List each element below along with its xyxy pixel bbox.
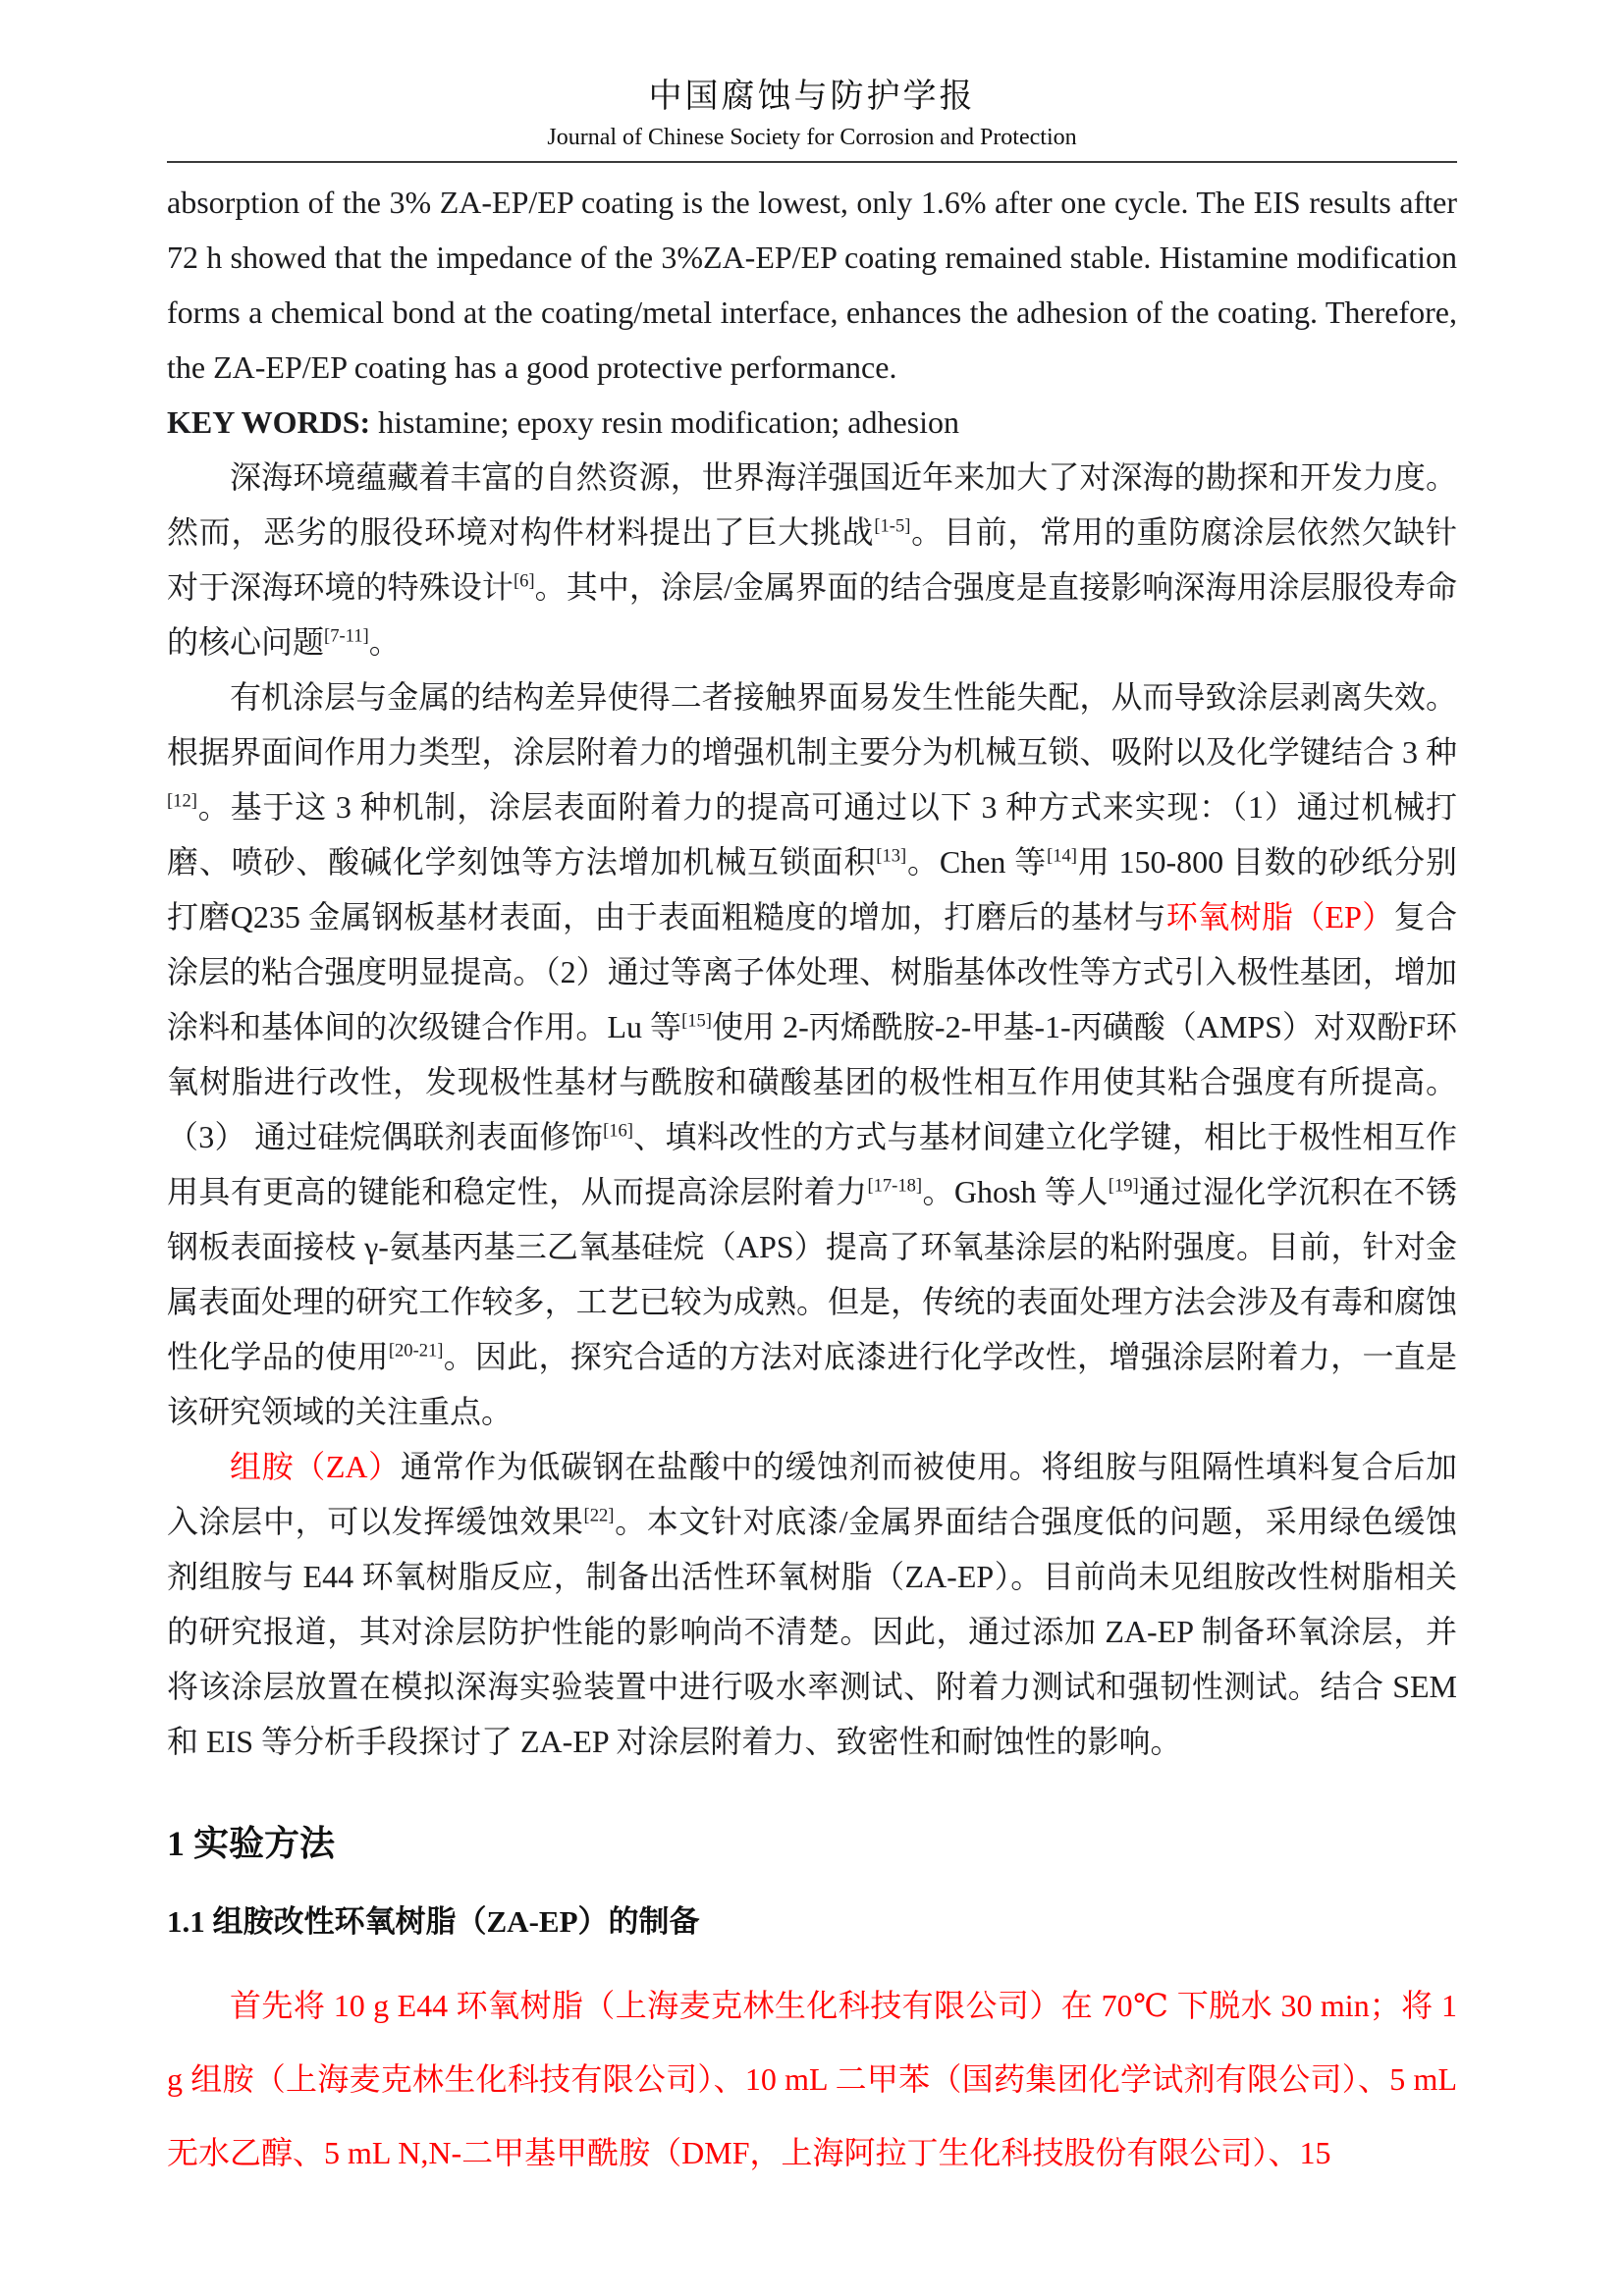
- journal-header: [167, 69, 1457, 163]
- text-run: 使用 2-丙烯酰胺-2-甲基-1-丙磺酸（AMPS）对双酚F环氧树脂进行改性，发现极性基材与酰胺和磺酸基团的极性相互作用使其粘合强度有所提高。（3） 通过硅烷偶联剂表面修饰: [167, 1009, 1457, 1154]
- citation-ref: [1-5]: [874, 515, 911, 537]
- text-run: 。因此，探究合适的方法对底漆进行化学改性，增强涂层附着力，一直是该研究领域的关注重点。: [167, 1339, 1457, 1429]
- paragraph: [167, 395, 1457, 450]
- text-run: 深海环境蕴藏着丰富的自然资源，世界海洋强国近年来加大了对深海的勘探和开发力度。然而，恶劣的服役环境对构件材料提出了巨大挑战: [167, 459, 1457, 550]
- citation-ref: [13]: [876, 845, 907, 867]
- paragraph: [167, 1439, 1457, 1769]
- header-divider: [167, 161, 1457, 163]
- text-run: 。: [368, 624, 401, 660]
- paragraph: [167, 450, 1457, 669]
- text-run: 1 实验方法: [167, 1824, 336, 1863]
- citation-ref: [7-11]: [324, 625, 369, 647]
- text-run: 。Chen 等: [906, 844, 1048, 880]
- citation-ref: [22]: [583, 1505, 615, 1526]
- text-run: histamine; epoxy resin modification; adhesion: [378, 404, 960, 440]
- section-heading: [167, 1820, 1457, 1867]
- text-run: 、填料改性的方式与基材间建立化学键，相比于极性相互作用具有更高的键能和稳定性，从而提高涂层附着力: [167, 1119, 1457, 1209]
- text-run: 。本文针对底漆/金属界面结合强度低的问题，采用绿色缓蚀剂组胺与 E44 环氧树脂反应，制备出活性环氧树脂（ZA-EP）。目前尚未见组胺改性树脂相关的研究报道，其对涂层防护性能的影响尚不清楚。因此，通过添加 ZA-EP 制备环氧涂层，并将该涂层放置在模拟深海实验装置中进行吸水率测试、附着力测试和强韧性测试。结合 SEM 和 EIS 等分析手段探讨了 ZA-EP 对涂层附着力、致密性和耐蚀性的影响。: [167, 1504, 1457, 1759]
- journal-title-en: Journal of Chinese Society for Corrosion and Protection: [547, 125, 1077, 150]
- citation-ref: [15]: [681, 1010, 712, 1032]
- paragraph: [167, 1969, 1457, 2190]
- text-run: 有机涂层与金属的结构差异使得二者接触界面易发生性能失配，从而导致涂层剥离失效。根据界面间作用力类型，涂层附着力的增强机制主要分为机械互锁、吸附以及化学键结合 3 种: [167, 679, 1457, 770]
- text-run: KEY WORDS:: [167, 404, 379, 440]
- citation-ref: [20-21]: [388, 1340, 444, 1362]
- citation-ref: [19]: [1108, 1175, 1139, 1197]
- text-run: 用 150-800 目数的砂纸分别打磨Q235 金属钢板基材表面，由于表面粗糙度的增加，打磨后的基材与: [167, 844, 1457, 934]
- text-run: 环氧树脂（EP）: [1165, 899, 1394, 934]
- text-run: 1.1 组胺改性环氧树脂（ZA-EP）的制备: [167, 1904, 700, 1939]
- citation-ref: [12]: [167, 790, 197, 812]
- text-run: absorption of the 3% ZA-EP/EP coating is the lowest, only 1.6% after one cycle. The EIS results after 72 h showed that the impedance of the 3%ZA-EP/EP coating remained stable. Histamine modification forms a chemical bond at the coating/metal interface, enhances the adhesion of the coating. Therefore, the ZA-EP/EP coating has a good protective performance.: [167, 185, 1457, 385]
- text-run: 组胺（ZA）: [230, 1449, 401, 1484]
- text-run: 。基于这 3 种机制，涂层表面附着力的提高可通过以下 3 种方式来实现：（1）通过机械打磨、喷砂、酸碱化学刻蚀等方法增加机械互锁面积: [167, 789, 1457, 880]
- text-run: 通常作为低碳钢在盐酸中的缓蚀剂而被使用。将组胺与阻隔性填料复合后加入涂层中，可以发挥缓蚀效果: [167, 1449, 1457, 1539]
- citation-ref: [16]: [603, 1120, 633, 1142]
- text-run: 首先将 10 g E44 环氧树脂（上海麦克林生化科技有限公司）在 70℃ 下脱水 30 min；将 1 g 组胺（上海麦克林生化科技有限公司）、10 mL 二甲苯（国药集团化学试剂有限公司）、5 mL 无水乙醇、5 mL N,N-二甲基甲酰胺（DMF，上海阿拉丁生化科技股份有限公司）、15: [167, 1988, 1457, 2170]
- journal-title-zh: 中国腐蚀与防护学报: [648, 79, 976, 115]
- text-run: 。Ghosh 等人: [922, 1174, 1109, 1209]
- paragraph: [167, 175, 1457, 395]
- citation-ref: [14]: [1047, 845, 1077, 867]
- text-run: 。目前，常用的重防腐涂层依然欠缺针对于深海环境的特殊设计: [167, 514, 1457, 605]
- subsection-heading: [167, 1900, 1457, 1944]
- text-run: 复合涂层的粘合强度明显提高。（2）通过等离子体处理、树脂基体改性等方式引入极性基团，增加涂料和基体间的次级键合作用。Lu 等: [167, 899, 1457, 1044]
- citation-ref: [6]: [513, 570, 535, 592]
- text-run: 。其中，涂层/金属界面的结合强度是直接影响深海用涂层服役寿命的核心问题: [167, 569, 1457, 660]
- paragraph: [167, 669, 1457, 1439]
- text-run: 通过湿化学沉积在不锈钢板表面接枝 γ-氨基丙基三乙氧基硅烷（APS）提高了环氧基涂层的粘附强度。目前，针对金属表面处理的研究工作较多，工艺已较为成熟。但是，传统的表面处理方法会涉及有毒和腐蚀性化学品的使用: [167, 1174, 1457, 1374]
- citation-ref: [17-18]: [867, 1175, 923, 1197]
- article-body: [167, 175, 1457, 2190]
